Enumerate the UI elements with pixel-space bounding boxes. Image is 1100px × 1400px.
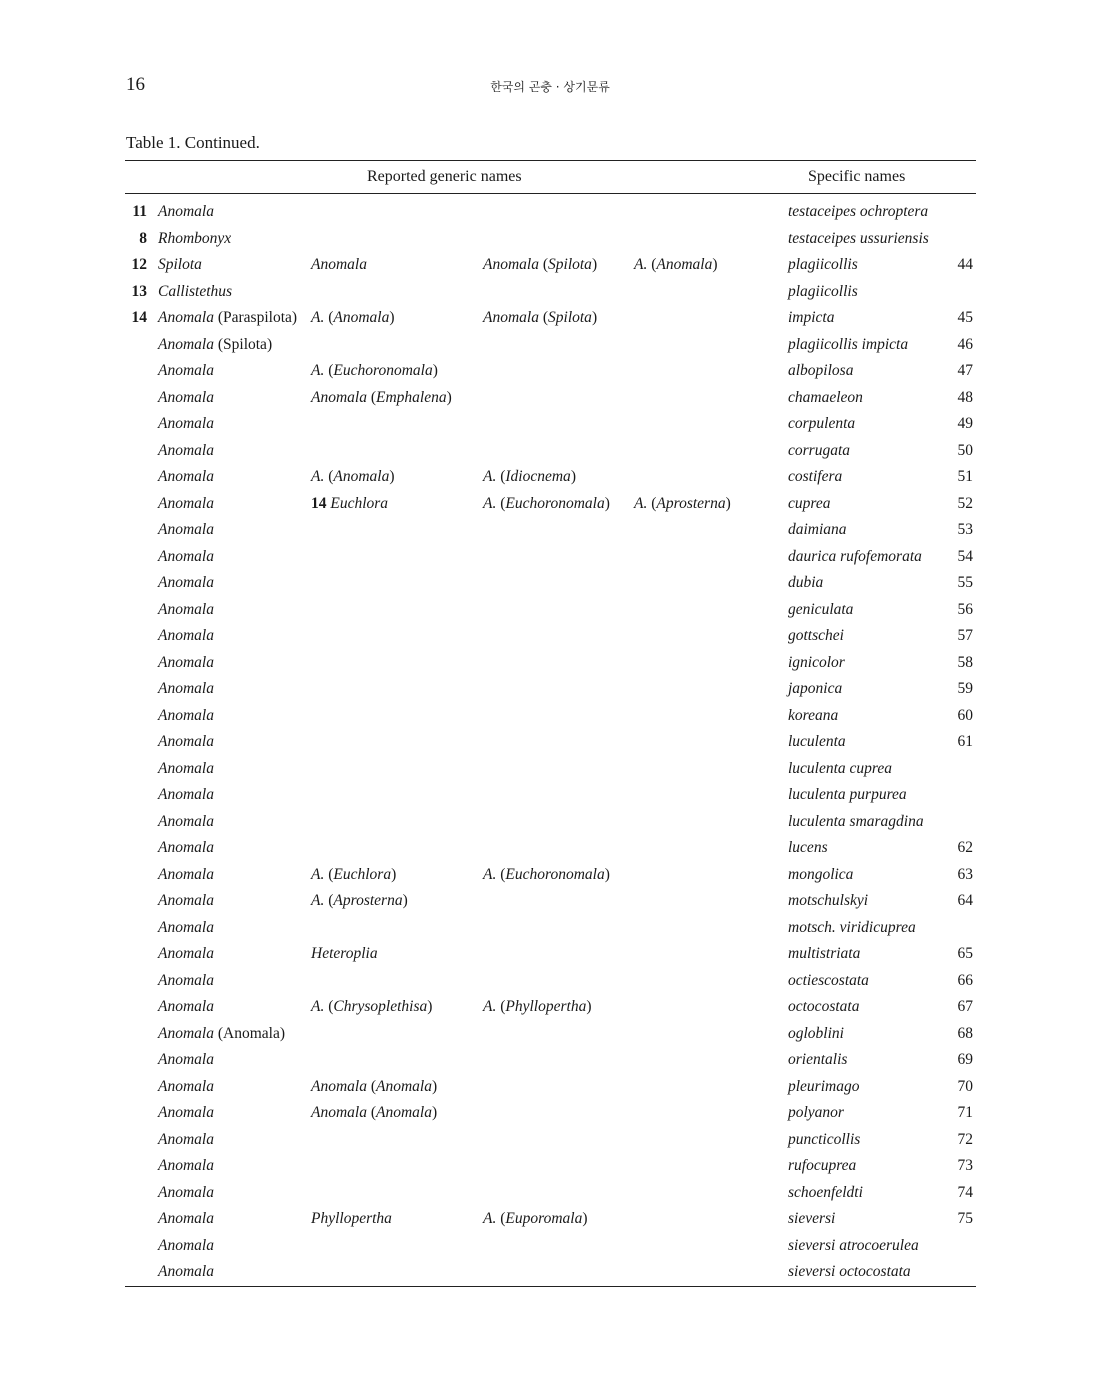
page-reference: 56 [957,600,973,618]
specific-name: luculenta [788,733,846,750]
table-row [125,676,976,703]
page-reference: 54 [957,547,973,565]
generic-name-2: A. (Euchoronomala) [311,362,438,379]
generic-name-1: Anomala [158,998,214,1015]
specific-name: luculenta smaragdina [788,812,924,830]
generic-name-4: A. (Aprosterna) [634,494,731,512]
generic-name-1: Anomala [158,971,214,989]
generic-name-4: A. (Anomala) [634,256,718,273]
table-row [125,305,976,332]
table-row [125,888,976,915]
table-row [125,279,976,306]
table-row [125,464,976,491]
page-reference: 59 [957,680,973,697]
table-caption: Table 1. Continued. [126,133,260,152]
table-row [125,438,976,465]
generic-name-1: Anomala [158,865,214,883]
table-row [125,358,976,385]
table-row [125,1047,976,1074]
specific-names-header: Specific names [808,168,906,185]
specific-name: albopilosa [788,362,854,379]
generic-name-3: A. (Idiocnema) [483,468,576,485]
specific-name: sieversi [788,1210,836,1227]
specific-name: lucens [788,839,828,856]
page-reference: 44 [957,256,973,273]
page-reference: 62 [957,839,973,856]
specific-name: testaceipes ochroptera [788,203,929,220]
table-header-row [125,161,976,193]
bottom-rule [125,1286,976,1287]
specific-name: daimiana [788,521,847,538]
specific-name: costifera [788,468,843,485]
table-row [125,1021,976,1048]
table-row [125,597,976,624]
page-reference: 63 [957,865,973,883]
page-reference: 51 [957,468,973,485]
generic-name-1: Anomala [158,1130,214,1148]
generic-name-1: Anomala [158,759,214,777]
specific-name: chamaeleon [788,388,863,406]
specific-name: geniculata [788,600,854,618]
specific-name: puncticollis [788,1130,861,1148]
generic-name-1: Callistethus [158,282,233,300]
page-reference: 58 [957,653,973,671]
table-row [125,1127,976,1154]
specific-name: luculenta purpurea [788,786,907,803]
page-reference: 75 [957,1210,973,1227]
specific-name: japonica [788,680,843,697]
generic-name-2: Phyllopertha [311,1210,392,1227]
generic-name-1: Anomala [158,494,214,512]
generic-name-1: Anomala [158,1051,214,1068]
generic-name-1: Spilota [158,256,202,273]
specific-name: plagiicollis [788,256,858,273]
table-row [125,650,976,677]
generic-name-1: Anomala [158,918,214,936]
table-row [125,623,976,650]
table-row [125,1259,976,1286]
specific-name: ignicolor [788,653,845,671]
specific-name: plagiicollis impicta [788,335,909,353]
table-row [125,252,976,279]
generic-name-1: Anomala [158,1183,214,1201]
specific-name: mongolica [788,865,854,883]
generic-name-2: Anomala (Emphalena) [311,388,452,406]
page-reference: 57 [957,627,973,644]
table-row [125,756,976,783]
table-row [125,809,976,836]
row-number: 8 [139,229,147,247]
table-row [125,332,976,359]
generic-name-1: Anomala [158,892,214,909]
generic-name-1: Anomala [158,574,214,591]
generic-names-header: Reported generic names [367,168,522,185]
generic-name-1: Anomala [158,733,214,750]
specific-name: gottschei [788,627,844,644]
taxonomy-table [125,160,976,1287]
table-row [125,1180,976,1207]
page-reference: 61 [957,733,973,750]
table-row [125,862,976,889]
specific-name: schoenfeldti [788,1183,863,1201]
specific-name: luculenta cuprea [788,759,893,777]
generic-name-1: Anomala [158,706,214,724]
specific-name: corpulenta [788,415,856,432]
table-row [125,915,976,942]
generic-name-3: A. (Euporomala) [483,1210,588,1227]
page-reference: 48 [957,388,973,406]
generic-name-1: Anomala [158,653,214,671]
generic-name-1: Anomala (Paraspilota) [158,309,298,326]
page-number: 16 [126,74,145,95]
generic-name-1: Anomala (Spilota) [158,335,273,353]
table-row [125,1074,976,1101]
specific-name: polyanor [788,1104,844,1121]
table-body [125,194,976,1286]
table-row [125,968,976,995]
specific-name: orientalis [788,1051,848,1068]
generic-name-1: Anomala [158,203,214,220]
generic-name-2: Anomala [311,256,367,273]
row-number: 12 [131,256,147,273]
table-row [125,411,976,438]
generic-name-2: A. (Anomala) [311,468,395,485]
table-row [125,544,976,571]
generic-name-1: Anomala [158,1210,214,1227]
row-number: 13 [131,282,147,300]
generic-name-1: Anomala [158,1104,214,1121]
specific-name: octocostata [788,998,860,1015]
table-row [125,1206,976,1233]
table-row [125,782,976,809]
table-row [125,491,976,518]
specific-name: koreana [788,706,839,724]
row-number: 11 [132,203,147,220]
generic-name-1: Anomala [158,1236,214,1254]
table-row [125,941,976,968]
table-row [125,570,976,597]
page-reference: 72 [957,1130,973,1148]
generic-name-1: Anomala (Anomala) [158,1024,286,1042]
generic-name-1: Anomala [158,627,214,644]
table-row [125,385,976,412]
specific-name: motschulskyi [788,892,869,909]
generic-name-2: Anomala (Anomala) [311,1077,438,1095]
table-row [125,199,976,226]
table-row [125,835,976,862]
generic-name-3: Anomala (Spilota) [483,256,598,273]
specific-name: ogloblini [788,1024,844,1042]
generic-name-3: A. (Euchoronomala) [483,865,610,883]
generic-name-1: Anomala [158,362,214,379]
generic-name-1: Anomala [158,945,214,962]
specific-name: pleurimago [788,1077,860,1095]
specific-name: sieversi octocostata [788,1263,911,1280]
row-number: 14 [131,309,147,326]
page-reference: 70 [957,1077,973,1095]
generic-name-2: A. (Anomala) [311,309,395,326]
table-row [125,1153,976,1180]
generic-name-3: A. (Phyllopertha) [483,998,592,1015]
generic-name-1: Anomala [158,839,214,856]
generic-name-3: A. (Euchoronomala) [483,494,610,512]
specific-name: multistriata [788,945,861,962]
page-reference: 46 [957,335,973,353]
generic-name-1: Anomala [158,1077,214,1095]
page-reference: 52 [957,494,973,512]
page-reference: 66 [957,971,973,989]
running-title: 한국의 곤충 · 상기문류 [490,80,610,94]
specific-name: daurica rufofemorata [788,547,922,565]
page-reference: 64 [957,892,973,909]
specific-name: corrugata [788,441,850,459]
generic-name-1: Anomala [158,415,214,432]
generic-name-3: Anomala (Spilota) [483,309,598,326]
generic-name-1: Anomala [158,786,214,803]
specific-name: impicta [788,309,835,326]
specific-name: dubia [788,574,824,591]
table-row [125,729,976,756]
specific-name: octiescostata [788,971,869,989]
page-reference: 65 [957,945,973,962]
generic-name-2: Heteroplia [311,945,378,962]
generic-name-1: Anomala [158,547,214,565]
generic-name-1: Anomala [158,468,214,485]
generic-name-2: A. (Euchlora) [311,865,397,883]
generic-name-1: Anomala [158,1263,214,1280]
table-row [125,994,976,1021]
specific-name: testaceipes ussuriensis [788,229,929,247]
generic-name-1: Anomala [158,521,214,538]
page-reference: 68 [957,1024,973,1042]
specific-name: sieversi atrocoerulea [788,1236,919,1254]
table-row [125,703,976,730]
page-reference: 71 [957,1104,973,1121]
generic-name-2: 14 Euchlora [311,494,389,512]
table-row [125,1100,976,1127]
page-reference: 45 [957,309,973,326]
page-reference: 67 [957,998,973,1015]
page-reference: 47 [957,362,973,379]
specific-name: plagiicollis [788,282,858,300]
generic-name-1: Rhombonyx [158,229,232,247]
page-reference: 50 [957,441,973,459]
table-row [125,1233,976,1260]
generic-name-1: Anomala [158,600,214,618]
specific-name: motsch. viridicuprea [788,918,916,936]
page-reference: 55 [957,574,973,591]
generic-name-1: Anomala [158,812,214,830]
page-reference: 74 [957,1183,973,1201]
generic-name-1: Anomala [158,1157,214,1174]
generic-name-2: Anomala (Anomala) [311,1104,438,1121]
generic-name-2: A. (Chrysoplethisa) [311,998,433,1015]
specific-name: rufocuprea [788,1157,857,1174]
generic-name-1: Anomala [158,680,214,697]
page-reference: 73 [957,1157,973,1174]
generic-name-1: Anomala [158,441,214,459]
generic-name-2: A. (Aprosterna) [311,892,408,909]
page-reference: 53 [957,521,973,538]
generic-name-1: Anomala [158,388,214,406]
specific-name: cuprea [788,494,831,512]
table-row [125,226,976,253]
page-reference: 60 [957,706,973,724]
page-reference: 49 [957,415,973,432]
table-row [125,517,976,544]
page-reference: 69 [957,1051,973,1068]
